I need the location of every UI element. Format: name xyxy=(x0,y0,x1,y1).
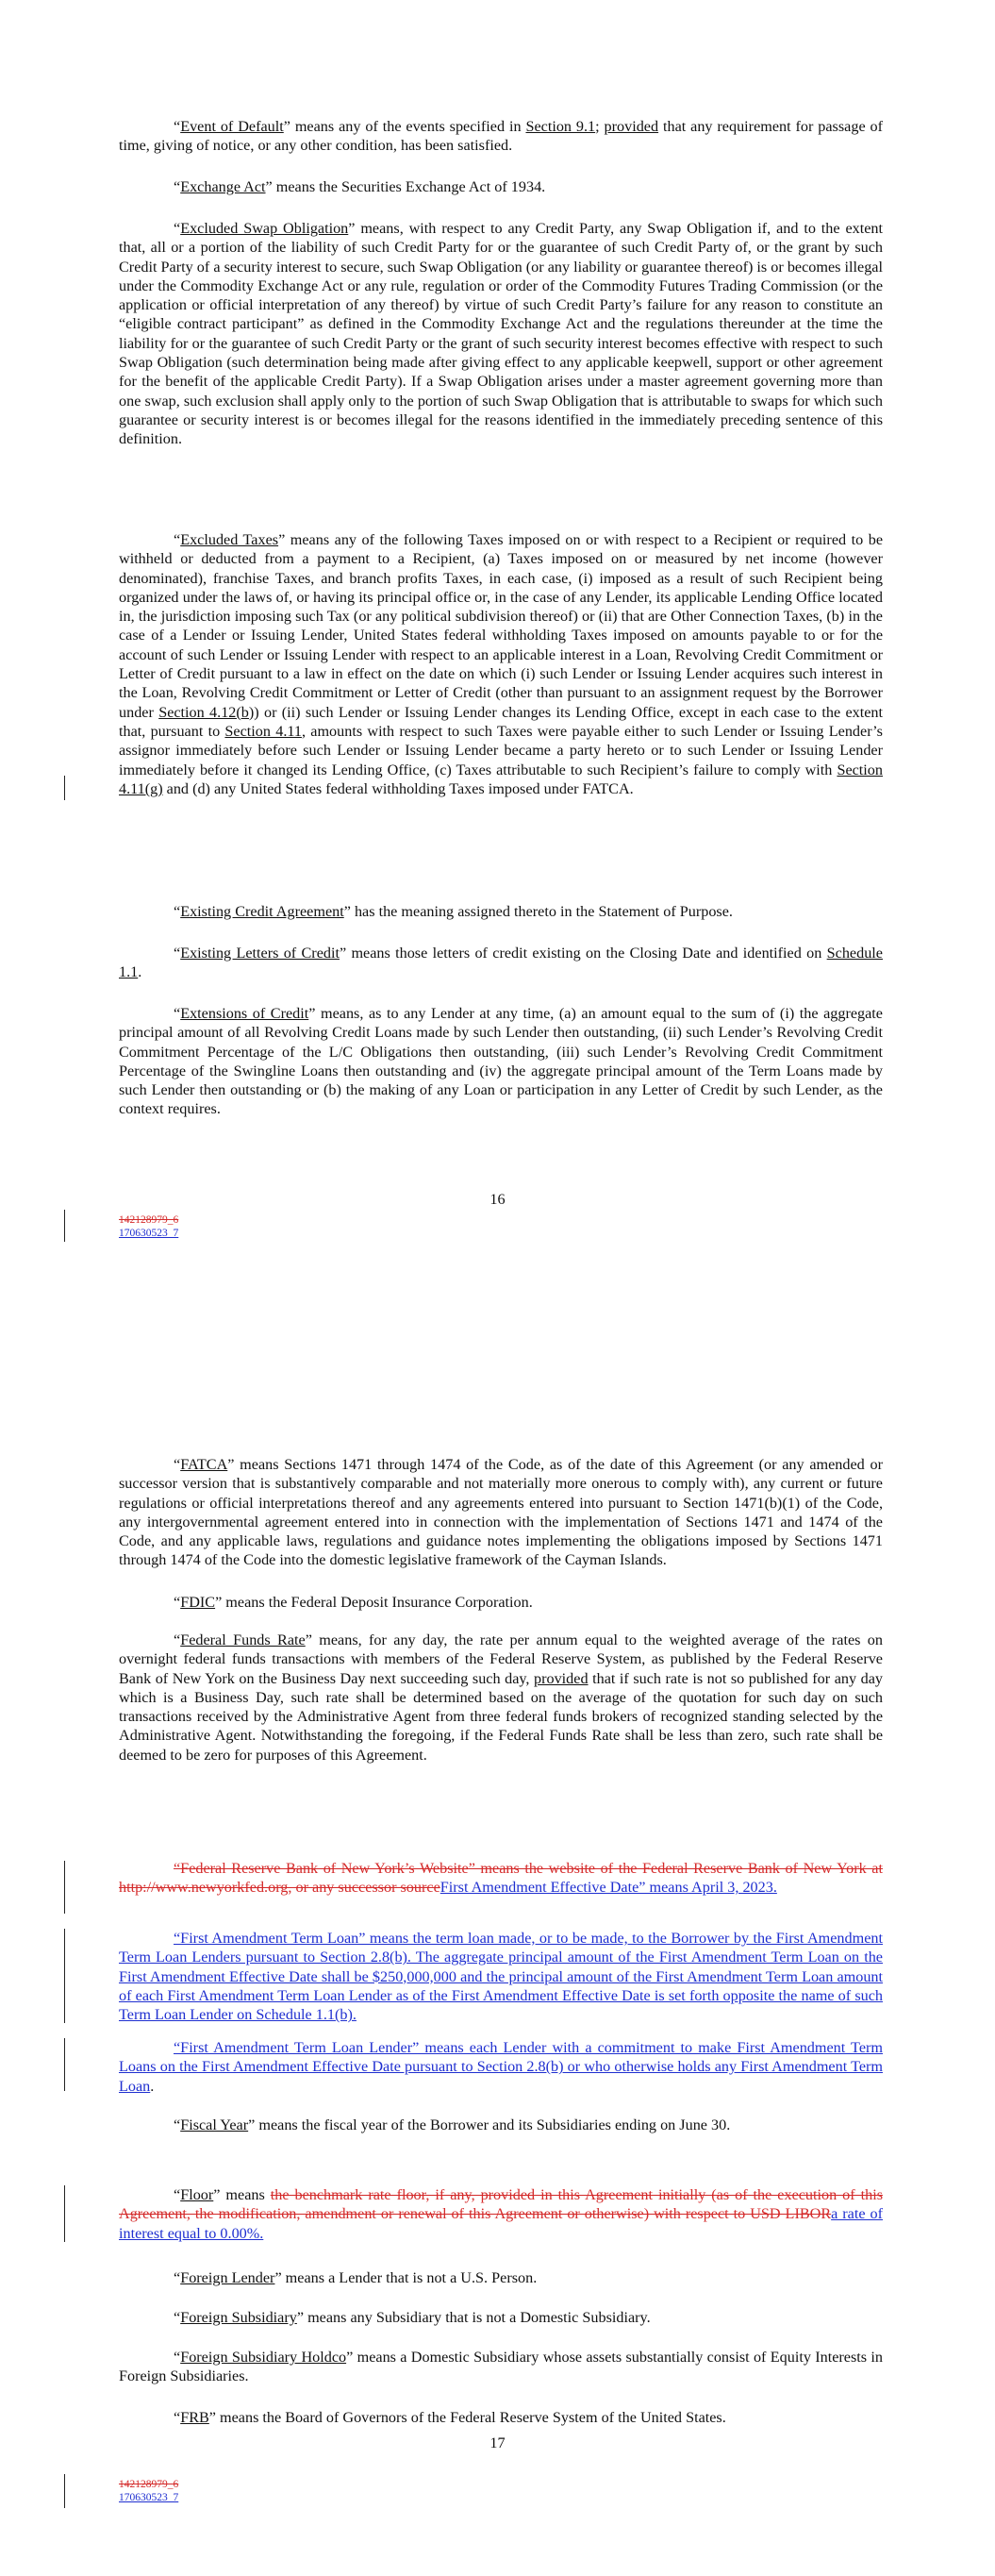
definition-exchange-act: “Exchange Act” means the Securities Exchange Act of 1934. xyxy=(174,178,546,195)
inserted-text: “First Amendment Term Loan” means the term loan made, or to be made, to the Borrower by the First Amendment Term Loan Lenders pursuant to Section 2.8(b). The aggregate principal amount of the First Amendment Term Loan on the First Amendment Effective Date shall be $250,000,000 and the principal amount of the First Amendment Term Loan amount of each First Amendment Term Loan Lender as of the First Amendment Effective Date is set forth opposite the name of such Term Loan Lender on Schedule 1.1(b). xyxy=(119,1930,883,2024)
change-bar xyxy=(64,776,65,800)
definition-foreign-lender: “Foreign Lender” means a Lender that is not a U.S. Person. xyxy=(174,2269,538,2286)
redline-first-amendment-term-loan xyxy=(119,1929,883,2024)
definition-event-of-default: “Event of Default” means any of the events specified in Section 9.1; provided that any requirement for passage of time, giving of notice, or any other condition, has been satisfied. xyxy=(119,118,884,155)
document-id xyxy=(119,1213,178,1240)
definition-foreign-subsidiary-holdco: “Foreign Subsidiary Holdco” means a Domestic Subsidiary whose assets substantially consist of Equity Interests in Foreign Subsidiaries. xyxy=(119,2349,883,2385)
inserted-text: a rate of interest equal to 0.00%. xyxy=(119,2205,883,2242)
definition-existing-credit-agreement: “Existing Credit Agreement” has the meaning assigned thereto in the Statement of Purpose. xyxy=(174,903,733,920)
section-reference: Section 9.1 xyxy=(525,118,596,135)
change-bar xyxy=(64,2474,65,2508)
section-reference: Section 4.11 xyxy=(224,722,302,740)
definition-fiscal-year: “Fiscal Year” means the fiscal year of the Borrower and its Subsidiaries ending on June 30. xyxy=(174,2116,731,2133)
defined-term: Excluded Swap Obligation xyxy=(180,220,349,237)
defined-term: Foreign Lender xyxy=(180,2269,275,2286)
defined-term: Excluded Taxes xyxy=(180,531,279,548)
definition-fatca: “FATCA” means Sections 1471 through 1474 of the Code, as of the date of this Agreement (or any amended or successor version that is substantively comparable and not materially more onerous to comply with), any current or future regulations or official interpretations thereof and any agreements entered into pursuant to Section 1471(b)(1) of the Code, any intergovernmental agreement entered into in connection with the implementation of Sections 1471 and 1474 of the Code, and any applicable laws, regulations and guidance notes implementing the obligations imposed by Sections 1471 through 1474 of the Code into the domestic legislative framework of the Cayman Islands. xyxy=(119,1456,883,1569)
change-bar xyxy=(64,1929,65,2023)
document-id-inserted: 170630523_7 xyxy=(119,2492,179,2503)
page-number: 16 xyxy=(489,1191,506,1208)
defined-term: Extensions of Credit xyxy=(180,1005,309,1022)
definition-fdic: “FDIC” means the Federal Deposit Insurance Corporation. xyxy=(174,1594,533,1611)
definition-excluded-swap-obligation: “Excluded Swap Obligation” means, with respect to any Credit Party, any Swap Obligation if, and to the extent that, all or a portion of the liability of such Credit Party for or the guarantee of such Credit Party of, or the grant by such Credit Party of a security interest to secure, such Swap Obligation (or any liability or guarantee thereof) is or becomes illegal under the Commodity Exchange Act or any rule, regulation or order of the Commodity Futures Trading Commission (or the application or official interpretation of any thereof) by virtue of such Credit Party’s failure for any reason to constitute an “eligible contract participant” as defined in the Commodity Exchange Act and the regulations thereunder at the time the liability for or the guarantee of such Credit Party or the grant of such security interest becomes effective with respect to such Swap Obligation (such determination being made after giving effect to any applicable keepwell, support or other agreement for the benefit of the applicable Credit Party). If a Swap Obligation arises under a master agreement governing more than one swap, such exclusion shall apply only to the portion of such Swap Obligation that is attributable to swaps for which such guarantee or security interest is or becomes illegal for the reasons identified in the immediately preceding sentence of this definition. xyxy=(119,220,883,448)
inserted-text: First Amendment Effective Date” means April 3, 2023. xyxy=(439,1879,777,1897)
deleted-text: “Federal Reserve Bank of New York’s Website” means the website of the Federal Reserve Bank of New York at http://www.newyorkfed.org, or any successor source xyxy=(119,1860,883,1897)
defined-term: Existing Credit Agreement xyxy=(180,903,344,920)
change-bar xyxy=(64,2038,65,2091)
document-id-deleted: 142128979_6 xyxy=(119,1214,179,1226)
definition-excluded-taxes: “Excluded Taxes” means any of the following Taxes imposed on or with respect to a Recipient or required to be withheld or deducted from a payment to a Recipient, (a) Taxes imposed on or measured by net income (however denominated), franchise Taxes, and branch profits Taxes, in each case, (i) imposed as a result of such Recipient being organized under the laws of, or having its principal office or, in the case of any Lender, its applicable Lending Office located in, the jurisdiction imposing such Tax (or any political subdivision thereof) or (ii) that are Other Connection Taxes, (b) in the case of a Lender or Issuing Lender, United States federal withholding Taxes imposed on amounts payable to or for the account of such Lender or Issuing Lender with respect to an applicable interest in a Loan, Revolving Credit Commitment or Letter of Credit pursuant to a law in effect on the date on which (i) such Lender or Issuing Lender acquires such interest in the Loan, Revolving Credit Commitment or Letter of Credit (other than pursuant to an assignment request by the Borrower under Section 4.12(b)) or (ii) such Lender or Issuing Lender changes its Lending Office, except in each case to the extent that, pursuant to Section 4.11, amounts with respect to such Taxes were payable either to such Lender or Issuing Lender’s assignor immediately before such Lender or Issuing Lender became a party hereto or to such Lender or Issuing Lender immediately before it changed its Lending Office, (c) Taxes attributable to such Recipient’s failure to comply with Section 4.11(g) and (d) any United States federal withholding Taxes imposed under FATCA. xyxy=(119,531,884,797)
definition-extensions-of-credit: “Extensions of Credit” means, as to any Lender at any time, (a) an amount equal to the sum of (i) the aggregate principal amount of all Revolving Credit Loans made by such Lender then outstanding, (ii) such Lender’s Revolving Credit Commitment Percentage of the L/C Obligations then outstanding, (iii) such Lender’s Revolving Credit Commitment Percentage of the Swingline Loans then outstanding and (iv) the aggregate principal amount of the Term Loans made by such Lender then outstanding or (b) the making of any Loan or participation in any Letter of Credit by such Lender, as the context requires. xyxy=(119,1005,883,1118)
defined-term: Floor xyxy=(180,2186,214,2203)
change-bar xyxy=(64,2185,65,2242)
deleted-text: the benchmark rate floor, if any, provided in this Agreement initially (as of the execution of this Agreement, the modification, amendment or renewal of this Agreement or otherwise) with respect to USD LIBOR xyxy=(119,2186,884,2223)
inserted-text: “First Amendment Term Loan Lender” means each Lender with a commitment to make First Amendment Term Loans on the First Amendment Effective Date pursuant to Section 2.8(b) or who otherwise holds any First Amendment Term Loan xyxy=(119,2039,883,2095)
redline-first-amendment-term-loan-lender: “First Amendment Term Loan Lender” means each Lender with a commitment to make First Amendment Term Loans on the First Amendment Effective Date pursuant to Section 2.8(b) or who otherwise holds any First Amendment Term Loan. xyxy=(119,2039,883,2095)
definition-floor: “Floor” means the benchmark rate floor, if any, provided in this Agreement initially (as of the execution of this Agreement, the modification, amendment or renewal of this Agreement or otherwise) with respect to USD LIBORa rate of interest equal to 0.00%. xyxy=(119,2186,884,2242)
section-reference: Section 4.11(g) xyxy=(119,761,883,797)
page-number: 17 xyxy=(489,2434,506,2451)
definition-existing-letters-of-credit: “Existing Letters of Credit” means those letters of credit existing on the Closing Date and identified on Schedule 1.1. xyxy=(119,945,883,981)
defined-term: Event of Default xyxy=(180,118,284,135)
definition-federal-funds-rate: “Federal Funds Rate” means, for any day, the rate per annum equal to the weighted average of the rates on overnight federal funds transactions with members of the Federal Reserve System, as published by the Federal Reserve Bank of New York on the Business Day next succeeding such day, provided that if such rate is not so published for any day which is a Business Day, such rate shall be determined based on the average of the quotation for such day on such transactions received by the Administrative Agent from three federal funds brokers of recognized standing selected by the Administrative Agent. Notwithstanding the foregoing, if the Federal Funds Rate shall be less than zero, such rate shall be deemed to be zero for purposes of this Agreement. xyxy=(119,1631,883,1764)
defined-term: Foreign Subsidiary Holdco xyxy=(180,2349,347,2366)
defined-term: Federal Funds Rate xyxy=(180,1631,306,1648)
defined-term: Foreign Subsidiary xyxy=(180,2309,297,2326)
defined-term: Existing Letters of Credit xyxy=(180,945,340,962)
defined-term: FATCA xyxy=(180,1456,228,1473)
document-id-deleted: 142128979_6 xyxy=(119,2479,179,2490)
schedule-reference: Schedule 1.1 xyxy=(119,945,883,981)
document-id xyxy=(119,2478,178,2504)
definition-foreign-subsidiary: “Foreign Subsidiary” means any Subsidiary that is not a Domestic Subsidiary. xyxy=(174,2309,651,2326)
defined-term: FDIC xyxy=(180,1594,216,1611)
definition-frb: “FRB” means the Board of Governors of the Federal Reserve System of the United States. xyxy=(174,2409,726,2426)
redline-first-amendment-effective-date xyxy=(119,1859,883,1898)
defined-term: Exchange Act xyxy=(180,178,266,195)
defined-term: FRB xyxy=(180,2409,209,2426)
section-reference: Section 4.12(b) xyxy=(158,703,255,721)
change-bar xyxy=(64,1210,65,1242)
document-id-inserted: 170630523_7 xyxy=(119,1228,179,1239)
change-bar xyxy=(64,1861,65,1914)
defined-term: Fiscal Year xyxy=(180,2116,249,2133)
